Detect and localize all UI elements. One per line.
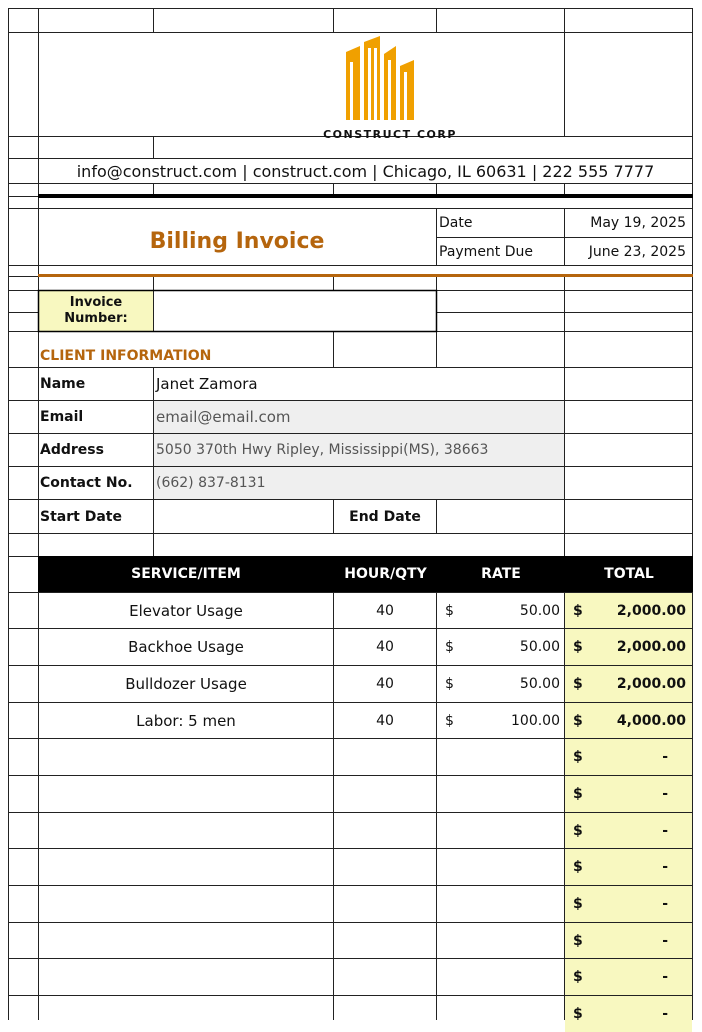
line-item-total-currency: $ [573, 786, 583, 802]
line-item-total-currency: $ [573, 969, 583, 985]
client-email-value[interactable]: email@email.com [154, 401, 564, 433]
client-address-value[interactable]: 5050 370th Hwy Ripley, Mississippi(MS), 38663 [154, 434, 564, 466]
end-date-label: End Date [349, 508, 421, 525]
logo-text: CONSTRUCT CORP [323, 128, 457, 141]
invoice-number-label-text: Invoice Number: [64, 295, 128, 326]
line-item-total: - [662, 932, 668, 949]
invoice-number-label [39, 291, 153, 331]
line-item-rate-currency: $ [445, 676, 454, 692]
company-contact-line: info@construct.com | construct.com | Chicago, IL 60631 | 222 555 7777 [76, 161, 655, 181]
invoice-title: Billing Invoice [149, 229, 325, 254]
line-item-name[interactable] [39, 996, 333, 1032]
payment-due-label: Payment Due [439, 243, 534, 260]
line-item-qty[interactable]: 40 [376, 602, 394, 619]
table-header-rate: RATE [437, 556, 565, 592]
payment-due-value[interactable]: June 23, 2025 [588, 243, 686, 260]
table-header-item: SERVICE/ITEM [38, 556, 334, 592]
line-item-total: 2,000.00 [616, 602, 686, 619]
client-contact-value[interactable]: (662) 837-8131 [154, 467, 564, 499]
line-item-qty[interactable]: 40 [376, 676, 394, 692]
line-item-total-currency: $ [573, 639, 583, 655]
date-label: Date [439, 215, 473, 231]
client-contact-label: Contact No. [40, 475, 133, 491]
line-item-rate[interactable]: 50.00 [519, 676, 560, 692]
line-item-qty[interactable] [334, 923, 436, 958]
date-value[interactable]: May 19, 2025 [590, 215, 686, 231]
line-item-total: - [662, 896, 668, 912]
line-item-name[interactable] [39, 813, 333, 848]
line-item-total-currency: $ [573, 676, 583, 692]
line-item-total-currency: $ [573, 822, 583, 839]
line-item-name[interactable]: Labor: 5 men [136, 711, 236, 730]
line-item-name[interactable] [39, 959, 333, 995]
end-date-value[interactable] [437, 500, 564, 533]
line-item-total-currency: $ [573, 712, 583, 729]
start-date-label: Start Date [40, 508, 122, 525]
line-item-name[interactable] [39, 776, 333, 812]
line-item-total: - [662, 786, 668, 802]
line-item-qty[interactable] [334, 849, 436, 885]
client-name-label: Name [40, 376, 86, 392]
line-item-total-currency: $ [573, 749, 583, 765]
line-item-name[interactable] [39, 849, 333, 885]
start-date-value[interactable] [154, 500, 333, 533]
line-item-qty[interactable]: 40 [376, 639, 394, 655]
line-item-total: - [662, 859, 668, 875]
line-item-total-currency: $ [573, 1006, 583, 1022]
line-item-qty[interactable]: 40 [376, 712, 394, 729]
line-item-total: - [662, 1006, 668, 1022]
line-item-qty[interactable] [334, 739, 436, 775]
line-item-name[interactable]: Bulldozer Usage [125, 675, 247, 693]
line-item-total-currency: $ [573, 859, 583, 875]
line-item-rate-currency: $ [445, 712, 454, 729]
line-item-name[interactable]: Elevator Usage [129, 601, 243, 620]
building-logo-icon [342, 36, 422, 124]
client-email-label: Email [40, 409, 84, 425]
line-item-name[interactable]: Backhoe Usage [128, 638, 244, 656]
line-item-total: 2,000.00 [616, 639, 686, 655]
line-item-total: - [662, 822, 668, 839]
line-item-rate[interactable]: 50.00 [519, 602, 560, 619]
line-item-name[interactable] [39, 923, 333, 958]
line-item-rate-currency: $ [445, 602, 454, 619]
line-item-qty[interactable] [334, 776, 436, 812]
line-item-total-currency: $ [573, 932, 583, 949]
line-item-total: 4,000.00 [616, 712, 686, 729]
line-item-qty[interactable] [334, 996, 436, 1032]
line-item-name[interactable] [39, 886, 333, 922]
line-item-total: - [662, 749, 668, 765]
invoice-number-field[interactable] [154, 291, 436, 331]
line-item-qty[interactable] [334, 813, 436, 848]
line-item-rate[interactable]: 100.00 [511, 712, 560, 729]
line-item-total-currency: $ [573, 602, 583, 619]
table-header-total: TOTAL [565, 556, 693, 592]
client-address-label: Address [40, 442, 104, 458]
line-item-qty[interactable] [334, 959, 436, 995]
table-header-qty: HOUR/QTY [334, 556, 437, 592]
line-item-rate[interactable]: 50.00 [519, 639, 560, 655]
line-item-qty[interactable] [334, 886, 436, 922]
line-item-total-currency: $ [573, 896, 583, 912]
line-item-total: 2,000.00 [616, 676, 686, 692]
line-item-rate-currency: $ [445, 639, 454, 655]
line-item-name[interactable] [39, 739, 333, 775]
client-name-value[interactable]: Janet Zamora [156, 375, 258, 393]
line-item-total: - [662, 969, 668, 985]
client-section-title: CLIENT INFORMATION [40, 348, 212, 364]
company-logo [300, 34, 480, 141]
